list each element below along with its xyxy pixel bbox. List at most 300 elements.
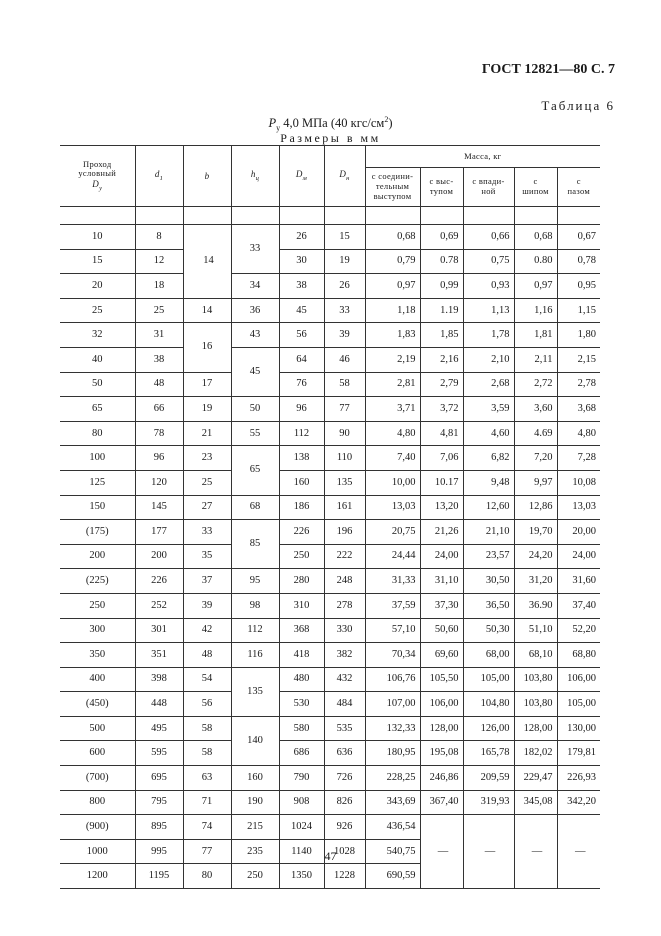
table-row bbox=[60, 667, 600, 692]
cell-mass-4: 2,11 bbox=[514, 347, 557, 372]
cell-mass-3: 12,60 bbox=[463, 495, 514, 520]
cell-b: 54 bbox=[183, 667, 231, 692]
cell-dy: 150 bbox=[60, 495, 135, 520]
col-h bbox=[231, 146, 279, 207]
cell-dy: 50 bbox=[60, 372, 135, 397]
cell-dm: 530 bbox=[279, 692, 324, 717]
cell-h: 45 bbox=[231, 347, 279, 396]
cell-mass-2: 195,08 bbox=[420, 741, 463, 766]
cell-mass-2: 3,72 bbox=[420, 397, 463, 422]
cell-mass-4: — bbox=[514, 815, 557, 889]
cell-b: 23 bbox=[183, 446, 231, 471]
cell-h: 190 bbox=[231, 790, 279, 815]
cell-dn: 26 bbox=[324, 274, 365, 299]
cell-mass-4: 7,20 bbox=[514, 446, 557, 471]
cell-mass-5: 37,40 bbox=[557, 593, 600, 618]
cell-dn: 636 bbox=[324, 741, 365, 766]
cell-dm: 310 bbox=[279, 593, 324, 618]
cell-dn: 484 bbox=[324, 692, 365, 717]
cell-mass-5: 24,00 bbox=[557, 544, 600, 569]
col-d1 bbox=[135, 146, 183, 207]
cell-mass-3: — bbox=[463, 815, 514, 889]
cell-mass-4: 103,80 bbox=[514, 692, 557, 717]
cell-mass-2: 105,50 bbox=[420, 667, 463, 692]
col-dm-sub: м bbox=[302, 175, 308, 183]
cell-mass-2: 128,00 bbox=[420, 716, 463, 741]
cell-h: 112 bbox=[231, 618, 279, 643]
cell-mass-1: 0,79 bbox=[365, 249, 420, 274]
cell-h: 95 bbox=[231, 569, 279, 594]
cell-dy: 200 bbox=[60, 544, 135, 569]
table-caption: Таблица 6 bbox=[541, 98, 615, 113]
cell-mass-2: 21,26 bbox=[420, 520, 463, 545]
cell-dm: 418 bbox=[279, 643, 324, 668]
cell-mass-5: 20,00 bbox=[557, 520, 600, 545]
cell-mass-2: 31,10 bbox=[420, 569, 463, 594]
cell-b: 16 bbox=[183, 323, 231, 372]
col-mass-5 bbox=[557, 168, 600, 207]
cell-mass-2: 0.78 bbox=[420, 249, 463, 274]
col-mass-header: Масса, кг bbox=[365, 146, 600, 168]
cell-dm: 250 bbox=[279, 544, 324, 569]
cell-mass-4: 24,20 bbox=[514, 544, 557, 569]
cell-mass-4: 31,20 bbox=[514, 569, 557, 594]
header-gap-row bbox=[60, 207, 600, 225]
cell-mass-4: 12,86 bbox=[514, 495, 557, 520]
cell-mass-3: 126,00 bbox=[463, 716, 514, 741]
cell-dn: 161 bbox=[324, 495, 365, 520]
table-row bbox=[60, 692, 600, 717]
cell-mass-1: 106,76 bbox=[365, 667, 420, 692]
cell-mass-5: 7,28 bbox=[557, 446, 600, 471]
cell-d1: 795 bbox=[135, 790, 183, 815]
cell-dy: 15 bbox=[60, 249, 135, 274]
cell-d1: 25 bbox=[135, 298, 183, 323]
cell-dy: 800 bbox=[60, 790, 135, 815]
cell-dm: 38 bbox=[279, 274, 324, 299]
cell-mass-5: 342,20 bbox=[557, 790, 600, 815]
cell-dn: 248 bbox=[324, 569, 365, 594]
table-body bbox=[60, 207, 600, 889]
col-dy-sub: y bbox=[99, 184, 103, 192]
table-row bbox=[60, 225, 600, 250]
cell-d1: 96 bbox=[135, 446, 183, 471]
col-mass-4-l1: с bbox=[533, 176, 538, 187]
cell-dy: 300 bbox=[60, 618, 135, 643]
col-mass-1-l2: тельным bbox=[375, 181, 410, 192]
cell-mass-2: 50,60 bbox=[420, 618, 463, 643]
table-row bbox=[60, 520, 600, 545]
cell-mass-3: 104,80 bbox=[463, 692, 514, 717]
table-row bbox=[60, 593, 600, 618]
cell-b: 77 bbox=[183, 839, 231, 864]
col-dm-sym: D bbox=[295, 169, 303, 180]
cell-dn: 46 bbox=[324, 347, 365, 372]
cell-h: 36 bbox=[231, 298, 279, 323]
cell-mass-2: 37,30 bbox=[420, 593, 463, 618]
cell-mass-3: 30,50 bbox=[463, 569, 514, 594]
cell-mass-4: 68,10 bbox=[514, 643, 557, 668]
cell-d1: 18 bbox=[135, 274, 183, 299]
cell-mass-3: 2,10 bbox=[463, 347, 514, 372]
document-header: ГОСТ 12821—80 С. 7 bbox=[481, 62, 615, 77]
cell-d1: 1195 bbox=[135, 864, 183, 889]
cell-mass-4: 2,72 bbox=[514, 372, 557, 397]
cell-mass-4: 9,97 bbox=[514, 470, 557, 495]
cell-mass-1: 690,59 bbox=[365, 864, 420, 889]
cell-mass-2: 2,79 bbox=[420, 372, 463, 397]
pressure-symbol-sub: y bbox=[276, 123, 281, 133]
cell-mass-1: 37,59 bbox=[365, 593, 420, 618]
cell-dy: (700) bbox=[60, 766, 135, 791]
cell-dn: 926 bbox=[324, 815, 365, 840]
cell-mass-3: 36,50 bbox=[463, 593, 514, 618]
cell-mass-1: 70,34 bbox=[365, 643, 420, 668]
cell-dy: (225) bbox=[60, 569, 135, 594]
cell-dm: 790 bbox=[279, 766, 324, 791]
cell-b: 42 bbox=[183, 618, 231, 643]
cell-d1: 8 bbox=[135, 225, 183, 250]
col-h-sym: h bbox=[250, 169, 256, 180]
table-row bbox=[60, 790, 600, 815]
cell-dy: 65 bbox=[60, 397, 135, 422]
cell-mass-1: 1,18 bbox=[365, 298, 420, 323]
cell-mass-5: 52,20 bbox=[557, 618, 600, 643]
cell-dm: 1350 bbox=[279, 864, 324, 889]
cell-dy: 125 bbox=[60, 470, 135, 495]
cell-b: 71 bbox=[183, 790, 231, 815]
cell-mass-2: — bbox=[420, 815, 463, 889]
cell-dn: 382 bbox=[324, 643, 365, 668]
cell-mass-5: 13,03 bbox=[557, 495, 600, 520]
pressure-label bbox=[0, 115, 661, 133]
cell-h: 235 bbox=[231, 839, 279, 864]
cell-d1: 12 bbox=[135, 249, 183, 274]
table-row bbox=[60, 249, 600, 274]
cell-mass-4: 36.90 bbox=[514, 593, 557, 618]
cell-dy: 1200 bbox=[60, 864, 135, 889]
cell-dy: 80 bbox=[60, 421, 135, 446]
table-row bbox=[60, 470, 600, 495]
cell-h: 140 bbox=[231, 716, 279, 765]
cell-b: 27 bbox=[183, 495, 231, 520]
cell-d1: 66 bbox=[135, 397, 183, 422]
cell-mass-4: 0,97 bbox=[514, 274, 557, 299]
cell-dm: 64 bbox=[279, 347, 324, 372]
col-dn-sym: D bbox=[339, 169, 347, 180]
cell-d1: 31 bbox=[135, 323, 183, 348]
cell-mass-2: 2,16 bbox=[420, 347, 463, 372]
col-d1-sub: 1 bbox=[159, 175, 164, 183]
cell-mass-5: 130,00 bbox=[557, 716, 600, 741]
table-header bbox=[60, 146, 600, 207]
cell-dn: 726 bbox=[324, 766, 365, 791]
cell-b: 63 bbox=[183, 766, 231, 791]
cell-mass-4: 1,81 bbox=[514, 323, 557, 348]
pressure-close: ) bbox=[388, 116, 393, 131]
table-row bbox=[60, 298, 600, 323]
cell-b: 37 bbox=[183, 569, 231, 594]
cell-mass-3: 0,66 bbox=[463, 225, 514, 250]
cell-dn: 90 bbox=[324, 421, 365, 446]
cell-d1: 48 bbox=[135, 372, 183, 397]
col-dn bbox=[324, 146, 365, 207]
cell-dy: 500 bbox=[60, 716, 135, 741]
cell-h: 135 bbox=[231, 667, 279, 716]
cell-dy: 40 bbox=[60, 347, 135, 372]
table-row bbox=[60, 495, 600, 520]
cell-mass-5: 0,78 bbox=[557, 249, 600, 274]
cell-mass-5: 3,68 bbox=[557, 397, 600, 422]
cell-mass-4: 0.80 bbox=[514, 249, 557, 274]
pressure-sup: 2 bbox=[384, 115, 389, 124]
col-mass-5-l2: пазом bbox=[567, 186, 591, 196]
table-row bbox=[60, 347, 600, 372]
cell-b: 14 bbox=[183, 298, 231, 323]
cell-mass-2: 0,99 bbox=[420, 274, 463, 299]
cell-b: 39 bbox=[183, 593, 231, 618]
cell-mass-2: 24,00 bbox=[420, 544, 463, 569]
cell-dm: 280 bbox=[279, 569, 324, 594]
cell-dn: 278 bbox=[324, 593, 365, 618]
cell-mass-5: 10,08 bbox=[557, 470, 600, 495]
cell-mass-1: 132,33 bbox=[365, 716, 420, 741]
cell-d1: 252 bbox=[135, 593, 183, 618]
cell-dn: 1228 bbox=[324, 864, 365, 889]
cell-dy: 600 bbox=[60, 741, 135, 766]
cell-dn: 135 bbox=[324, 470, 365, 495]
cell-b: 14 bbox=[183, 225, 231, 299]
cell-mass-4: 4.69 bbox=[514, 421, 557, 446]
cell-h: 34 bbox=[231, 274, 279, 299]
cell-h: 160 bbox=[231, 766, 279, 791]
cell-mass-3: 165,78 bbox=[463, 741, 514, 766]
table-row bbox=[60, 716, 600, 741]
cell-d1: 995 bbox=[135, 839, 183, 864]
col-dm bbox=[279, 146, 324, 207]
cell-dm: 686 bbox=[279, 741, 324, 766]
cell-dm: 26 bbox=[279, 225, 324, 250]
cell-h: 215 bbox=[231, 815, 279, 840]
dimensions-note: Размеры в мм bbox=[280, 131, 381, 145]
cell-dm: 160 bbox=[279, 470, 324, 495]
cell-mass-1: 24,44 bbox=[365, 544, 420, 569]
table-row bbox=[60, 544, 600, 569]
cell-mass-3: 6,82 bbox=[463, 446, 514, 471]
cell-mass-4: 128,00 bbox=[514, 716, 557, 741]
cell-mass-5: 68,80 bbox=[557, 643, 600, 668]
col-mass-1-l1: с соедини- bbox=[371, 171, 414, 182]
cell-mass-1: 1,83 bbox=[365, 323, 420, 348]
cell-b: 19 bbox=[183, 397, 231, 422]
cell-mass-5: 0,67 bbox=[557, 225, 600, 250]
cell-mass-5: 1,15 bbox=[557, 298, 600, 323]
col-mass-1 bbox=[365, 168, 420, 207]
cell-h: 43 bbox=[231, 323, 279, 348]
table-row bbox=[60, 569, 600, 594]
col-dy-sym: D bbox=[92, 179, 100, 190]
cell-d1: 895 bbox=[135, 815, 183, 840]
cell-h: 33 bbox=[231, 225, 279, 274]
cell-d1: 78 bbox=[135, 421, 183, 446]
cell-mass-3: 68,00 bbox=[463, 643, 514, 668]
cell-mass-1: 540,75 bbox=[365, 839, 420, 864]
cell-dm: 580 bbox=[279, 716, 324, 741]
cell-b: 80 bbox=[183, 864, 231, 889]
cell-dm: 368 bbox=[279, 618, 324, 643]
cell-d1: 351 bbox=[135, 643, 183, 668]
cell-b: 56 bbox=[183, 692, 231, 717]
col-d1-sym: d bbox=[154, 169, 160, 180]
cell-mass-3: 0,93 bbox=[463, 274, 514, 299]
cell-h: 55 bbox=[231, 421, 279, 446]
cell-mass-2: 4,81 bbox=[420, 421, 463, 446]
cell-mass-4: 3,60 bbox=[514, 397, 557, 422]
cell-dm: 138 bbox=[279, 446, 324, 471]
cell-b: 58 bbox=[183, 716, 231, 741]
cell-mass-1: 343,69 bbox=[365, 790, 420, 815]
cell-mass-2: 246,86 bbox=[420, 766, 463, 791]
col-mass-3 bbox=[463, 168, 514, 207]
col-dy-symbol bbox=[92, 179, 103, 192]
cell-mass-5: 2,15 bbox=[557, 347, 600, 372]
cell-mass-1: 13,03 bbox=[365, 495, 420, 520]
col-proxod bbox=[60, 146, 135, 207]
cell-dy: 1000 bbox=[60, 839, 135, 864]
cell-mass-4: 51,10 bbox=[514, 618, 557, 643]
cell-b: 17 bbox=[183, 372, 231, 397]
cell-mass-2: 1.19 bbox=[420, 298, 463, 323]
cell-dm: 112 bbox=[279, 421, 324, 446]
cell-dm: 45 bbox=[279, 298, 324, 323]
cell-d1: 301 bbox=[135, 618, 183, 643]
cell-dn: 432 bbox=[324, 667, 365, 692]
cell-mass-3: 3,59 bbox=[463, 397, 514, 422]
col-mass-3-l1: с впади- bbox=[472, 176, 505, 187]
cell-b: 48 bbox=[183, 643, 231, 668]
cell-dy: 400 bbox=[60, 667, 135, 692]
cell-mass-2: 69,60 bbox=[420, 643, 463, 668]
cell-mass-1: 20,75 bbox=[365, 520, 420, 545]
cell-mass-2: 367,40 bbox=[420, 790, 463, 815]
col-mass-1-l3: выступом bbox=[373, 190, 412, 201]
cell-mass-2: 1,85 bbox=[420, 323, 463, 348]
cell-dy: (900) bbox=[60, 815, 135, 840]
cell-d1: 695 bbox=[135, 766, 183, 791]
cell-dn: 19 bbox=[324, 249, 365, 274]
cell-mass-1: 4,80 bbox=[365, 421, 420, 446]
col-proxod-line2: условный bbox=[78, 168, 117, 179]
cell-mass-4: 103,80 bbox=[514, 667, 557, 692]
cell-mass-3: 4,60 bbox=[463, 421, 514, 446]
cell-mass-4: 0,68 bbox=[514, 225, 557, 250]
cell-h: 68 bbox=[231, 495, 279, 520]
cell-dy: 32 bbox=[60, 323, 135, 348]
cell-mass-3: 319,93 bbox=[463, 790, 514, 815]
cell-dn: 330 bbox=[324, 618, 365, 643]
cell-mass-1: 10,00 bbox=[365, 470, 420, 495]
cell-mass-1: 57,10 bbox=[365, 618, 420, 643]
cell-mass-1: 107,00 bbox=[365, 692, 420, 717]
cell-dn: 535 bbox=[324, 716, 365, 741]
cell-dm: 226 bbox=[279, 520, 324, 545]
cell-dm: 76 bbox=[279, 372, 324, 397]
cell-mass-1: 2,81 bbox=[365, 372, 420, 397]
cell-mass-5: 226,93 bbox=[557, 766, 600, 791]
cell-dm: 1140 bbox=[279, 839, 324, 864]
cell-d1: 177 bbox=[135, 520, 183, 545]
cell-dy: (450) bbox=[60, 692, 135, 717]
cell-dn: 196 bbox=[324, 520, 365, 545]
col-mass-4 bbox=[514, 168, 557, 207]
cell-mass-4: 19,70 bbox=[514, 520, 557, 545]
cell-dn: 33 bbox=[324, 298, 365, 323]
table-row bbox=[60, 741, 600, 766]
cell-dn: 110 bbox=[324, 446, 365, 471]
cell-dy: (175) bbox=[60, 520, 135, 545]
cell-dm: 96 bbox=[279, 397, 324, 422]
cell-h: 250 bbox=[231, 864, 279, 889]
flange-table bbox=[60, 145, 600, 889]
cell-mass-2: 13,20 bbox=[420, 495, 463, 520]
col-mass-3-l2: ной bbox=[481, 186, 496, 196]
cell-dy: 20 bbox=[60, 274, 135, 299]
col-mass-2 bbox=[420, 168, 463, 207]
cell-mass-5: 179,81 bbox=[557, 741, 600, 766]
cell-mass-1: 31,33 bbox=[365, 569, 420, 594]
cell-dy: 100 bbox=[60, 446, 135, 471]
cell-dn: 39 bbox=[324, 323, 365, 348]
cell-b: 74 bbox=[183, 815, 231, 840]
col-mass-2-l1: с выс- bbox=[429, 176, 454, 187]
cell-mass-2: 7,06 bbox=[420, 446, 463, 471]
table-row bbox=[60, 446, 600, 471]
pressure-text: 4,0 МПа (40 кгс/см bbox=[280, 116, 385, 131]
cell-mass-2: 0,69 bbox=[420, 225, 463, 250]
cell-dn: 58 bbox=[324, 372, 365, 397]
col-dn-sub: н bbox=[346, 175, 350, 183]
cell-mass-3: 105,00 bbox=[463, 667, 514, 692]
cell-d1: 38 bbox=[135, 347, 183, 372]
cell-dn: 1028 bbox=[324, 839, 365, 864]
cell-mass-3: 209,59 bbox=[463, 766, 514, 791]
table-row bbox=[60, 372, 600, 397]
cell-dm: 908 bbox=[279, 790, 324, 815]
cell-mass-1: 7,40 bbox=[365, 446, 420, 471]
cell-mass-5: — bbox=[557, 815, 600, 889]
cell-mass-3: 21,10 bbox=[463, 520, 514, 545]
cell-h: 50 bbox=[231, 397, 279, 422]
cell-d1: 595 bbox=[135, 741, 183, 766]
cell-mass-3: 2,68 bbox=[463, 372, 514, 397]
cell-mass-1: 0,68 bbox=[365, 225, 420, 250]
cell-h: 116 bbox=[231, 643, 279, 668]
cell-mass-1: 2,19 bbox=[365, 347, 420, 372]
cell-mass-4: 182,02 bbox=[514, 741, 557, 766]
col-proxod-line1: Проход bbox=[83, 158, 112, 169]
cell-dn: 222 bbox=[324, 544, 365, 569]
cell-mass-1: 0,97 bbox=[365, 274, 420, 299]
col-mass-4-l2: шипом bbox=[522, 186, 549, 196]
cell-mass-1: 436,54 bbox=[365, 815, 420, 840]
col-b-sym: b bbox=[204, 170, 210, 181]
cell-h: 98 bbox=[231, 593, 279, 618]
cell-mass-1: 228,25 bbox=[365, 766, 420, 791]
cell-mass-4: 229,47 bbox=[514, 766, 557, 791]
cell-dy: 10 bbox=[60, 225, 135, 250]
cell-dm: 480 bbox=[279, 667, 324, 692]
col-h-sub: ц bbox=[255, 175, 260, 183]
